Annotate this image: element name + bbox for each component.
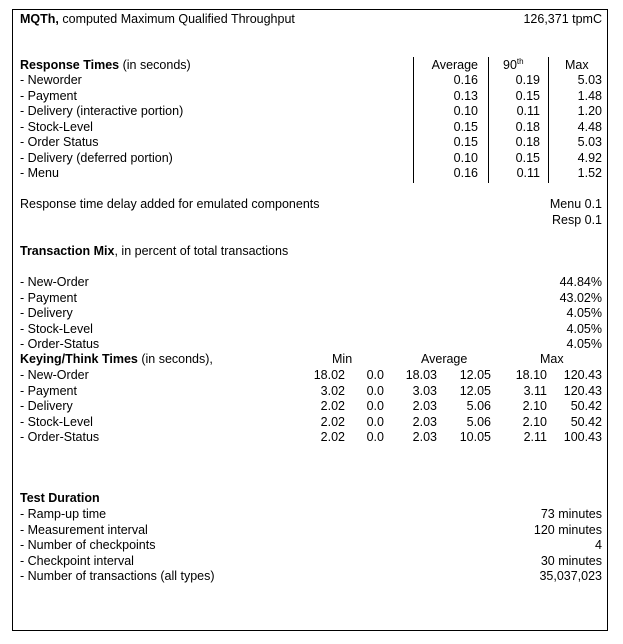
mix-row-value: 4.05% bbox=[566, 337, 602, 351]
rt-row-average: 0.15 bbox=[453, 135, 478, 149]
keying-row-max-key: 18.10 bbox=[515, 368, 547, 382]
keying-row-max-key: 2.10 bbox=[522, 399, 547, 413]
keying-row-min-key: 2.02 bbox=[320, 430, 345, 444]
keying-row-max-think: 120.43 bbox=[563, 368, 602, 382]
keying-row-avg-think: 10.05 bbox=[459, 430, 491, 444]
duration-row-label: - Measurement interval bbox=[20, 522, 148, 537]
keying-row-min-key: 2.02 bbox=[320, 399, 345, 413]
rt-row-max: 4.92 bbox=[577, 150, 602, 165]
keying-row-min-think: 0.0 bbox=[366, 430, 384, 444]
keying-row-label: - Stock-Level bbox=[20, 414, 93, 429]
rt-row-max: 4.48 bbox=[577, 119, 602, 134]
keying-row-min-think: 0.0 bbox=[366, 368, 384, 382]
duration-row-label: - Checkpoint interval bbox=[20, 553, 134, 568]
response-times-title bbox=[20, 58, 191, 73]
rt-row-90th: 0.11 bbox=[516, 166, 540, 180]
keying-row-avg-think: 5.06 bbox=[466, 414, 491, 429]
delay-resp: Resp 0.1 bbox=[551, 213, 602, 227]
rt-divider-2 bbox=[488, 57, 489, 183]
rt-col-90th-sup: th bbox=[516, 57, 524, 66]
keying-row-min-key: 3.02 bbox=[320, 383, 345, 398]
keying-row-min-think: 0.0 bbox=[366, 414, 384, 429]
rt-row-label: - Payment bbox=[20, 88, 77, 103]
rt-col-max: Max bbox=[565, 58, 589, 72]
rt-col-average: Average bbox=[431, 58, 478, 72]
rt-row-90th: 0.18 bbox=[515, 135, 540, 149]
rt-row-label: - Delivery (interactive portion) bbox=[20, 104, 184, 118]
rt-row-max: 1.20 bbox=[577, 104, 602, 118]
duration-row-value: 30 minutes bbox=[540, 553, 602, 568]
keying-row-label: - New-Order bbox=[20, 368, 89, 382]
transaction-mix-title bbox=[20, 244, 288, 259]
mix-row-label: - New-Order bbox=[20, 275, 89, 289]
keying-row-min-think: 0.0 bbox=[366, 399, 384, 413]
rt-row-max: 1.48 bbox=[577, 88, 602, 103]
rt-row-label: - Delivery (deferred portion) bbox=[20, 150, 173, 165]
keying-row-max-key: 2.10 bbox=[522, 414, 547, 429]
mix-row-label: - Delivery bbox=[20, 306, 73, 320]
duration-row-value: 120 minutes bbox=[533, 522, 602, 537]
rt-row-max: 1.52 bbox=[577, 166, 602, 180]
mqth-value: 126,371 tpmC bbox=[523, 12, 602, 26]
mix-row-value: 4.05% bbox=[566, 321, 602, 336]
rt-row-90th: 0.19 bbox=[515, 73, 540, 87]
keying-title bbox=[20, 352, 213, 367]
duration-row-label: - Ramp-up time bbox=[20, 507, 107, 521]
keying-row-max-key: 3.11 bbox=[523, 383, 547, 398]
keying-row-avg-think: 12.05 bbox=[459, 383, 491, 398]
rt-row-average: 0.15 bbox=[453, 119, 478, 134]
rt-row-max: 5.03 bbox=[577, 73, 602, 87]
rt-row-label: - Order Status bbox=[20, 135, 99, 149]
keying-row-min-key: 2.02 bbox=[320, 414, 345, 429]
mix-row-value: 44.84% bbox=[559, 275, 602, 289]
rt-row-max: 5.03 bbox=[577, 135, 602, 149]
duration-row-value: 4 bbox=[595, 538, 602, 552]
keying-row-min-think: 0.0 bbox=[366, 383, 384, 398]
rt-row-label: - Neworder bbox=[20, 73, 82, 87]
keying-row-max-think: 50.42 bbox=[570, 414, 602, 429]
response-times-title-bold: Response Times bbox=[20, 58, 120, 72]
mqth-bold: MQTh, bbox=[20, 12, 59, 26]
keying-row-max-think: 120.43 bbox=[563, 383, 602, 398]
rt-row-average: 0.10 bbox=[453, 104, 478, 118]
mqth-description: computed Maximum Qualified Throughput bbox=[58, 12, 295, 26]
mix-row-label: - Order-Status bbox=[20, 337, 100, 351]
duration-row-label: - Number of transactions (all types) bbox=[20, 569, 215, 583]
keying-row-max-think: 100.43 bbox=[563, 430, 602, 444]
mix-row-label: - Stock-Level bbox=[20, 321, 93, 336]
rt-row-90th: 0.15 bbox=[515, 88, 540, 103]
keying-row-avg-key: 2.03 bbox=[412, 414, 437, 429]
rt-row-average: 0.10 bbox=[453, 150, 478, 165]
keying-row-avg-think: 5.06 bbox=[466, 399, 491, 413]
transaction-mix-title-bold: Transaction Mix bbox=[20, 244, 115, 258]
transaction-mix-title-rest: , in percent of total transactions bbox=[114, 244, 289, 258]
keying-row-label: - Delivery bbox=[20, 399, 73, 413]
keying-row-avg-key: 18.03 bbox=[405, 368, 437, 382]
keying-col-average: Average bbox=[421, 352, 468, 366]
test-duration-title: Test Duration bbox=[20, 491, 100, 505]
rt-row-average: 0.16 bbox=[453, 73, 478, 87]
rt-row-90th: 0.18 bbox=[515, 119, 540, 134]
keying-title-rest: (in seconds), bbox=[137, 352, 213, 366]
mqth-label bbox=[20, 12, 295, 27]
rt-col-90th bbox=[503, 58, 524, 73]
response-times-title-unit: (in seconds) bbox=[119, 58, 191, 72]
rt-col-90th-base: 90 bbox=[503, 58, 517, 72]
mix-row-value: 4.05% bbox=[566, 306, 602, 320]
rt-divider-3 bbox=[548, 57, 549, 183]
rt-row-average: 0.13 bbox=[453, 88, 478, 103]
keying-title-bold: Keying/Think Times bbox=[20, 352, 138, 366]
keying-row-avg-key: 2.03 bbox=[412, 430, 437, 444]
keying-row-label: - Order-Status bbox=[20, 430, 100, 444]
keying-row-min-key: 18.02 bbox=[313, 368, 345, 382]
rt-row-average: 0.16 bbox=[453, 166, 478, 180]
rt-row-label: - Menu bbox=[20, 166, 59, 180]
keying-row-avg-key: 3.03 bbox=[412, 383, 437, 398]
keying-row-avg-key: 2.03 bbox=[412, 399, 437, 413]
rt-row-90th: 0.15 bbox=[515, 150, 540, 165]
rt-row-label: - Stock-Level bbox=[20, 119, 93, 134]
keying-col-max: Max bbox=[540, 352, 564, 366]
delay-menu: Menu 0.1 bbox=[549, 197, 602, 211]
keying-row-max-key: 2.11 bbox=[523, 430, 547, 444]
rt-row-90th: 0.11 bbox=[516, 104, 540, 118]
keying-row-avg-think: 12.05 bbox=[459, 368, 491, 382]
keying-row-label: - Payment bbox=[20, 383, 77, 398]
keying-col-min: Min bbox=[332, 352, 353, 366]
duration-row-label: - Number of checkpoints bbox=[20, 538, 156, 552]
keying-row-max-think: 50.42 bbox=[570, 399, 602, 413]
mix-row-value: 43.02% bbox=[559, 290, 602, 305]
mix-row-label: - Payment bbox=[20, 290, 77, 305]
delay-label: Response time delay added for emulated components bbox=[20, 197, 320, 211]
duration-row-value: 35,037,023 bbox=[539, 569, 602, 583]
duration-row-value: 73 minutes bbox=[540, 507, 602, 521]
